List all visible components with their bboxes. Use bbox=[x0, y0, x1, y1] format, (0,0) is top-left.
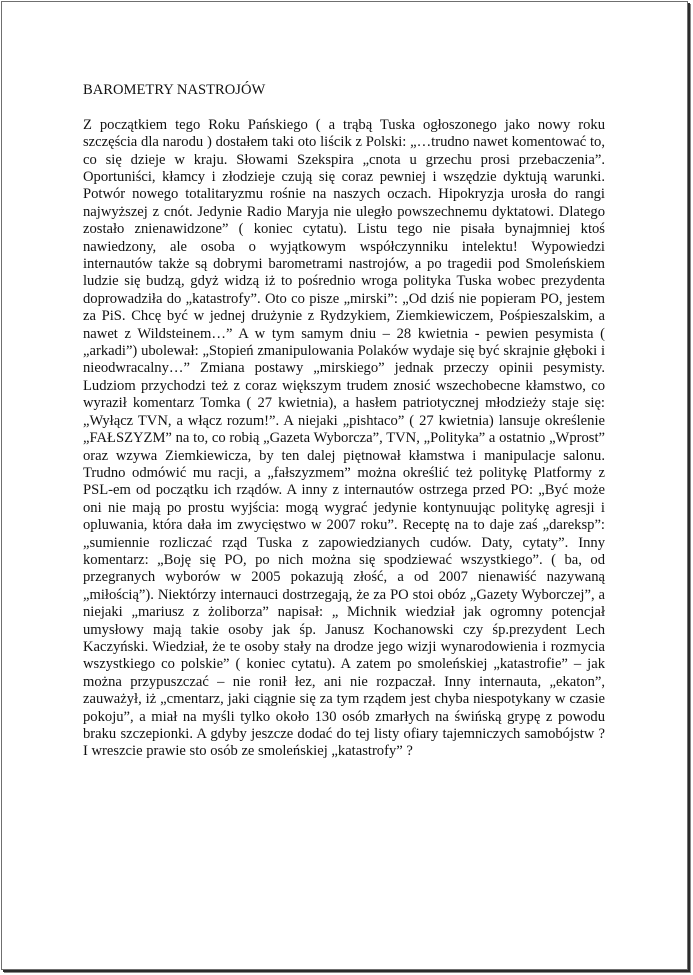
document-title: BAROMETRY NASTROJÓW bbox=[83, 82, 266, 98]
document-content bbox=[83, 82, 605, 761]
document-page bbox=[1, 1, 688, 970]
document-body: Z początkiem tego Roku Pańskiego ( a trąbą Tuska ogłoszonego jako nowy roku szczęścia dla narodu ) dostałem taki oto liścik z Polski: „…trudno nawet komentować to, co się dzieje w kraju. Słowami Szekspira „cnota u grzechu prosi przebaczenia”. Oportuniści, kłamcy i złodzieje czują się coraz pewniej i wszędzie dyktują warunki. Potwór nowego totalitaryzmu rośnie na naszych oczach. Hipokryzja urosła do rangi najwyższej z cnót. Jedynie Radio Maryja nie uległo powszechnemu dyktatowi. Dlatego zostało znienawidzone” ( koniec cytatu). Listu tego nie pisała bynajmniej ktoś nawiedzony, ale osoba o wyjątkowym współczynniku intelektu! Wypowiedzi internautów także są dobrymi barometrami nastrojów, a po tragedii pod Smoleńskiem ludzie się budzą, gdyż widzą iż to pośrednio wroga polityka Tuska wobec prezydenta doprowadziła do „katastrofy”. Oto co pisze „mirski”: „Od dziś nie popieram PO, jestem za PiS. Chcę być w jednej drużynie z Rydzykiem, Ziemkiewiczem, Pośpieszalskim, a nawet z Wildsteinem…” A w tym samym dniu – 28 kwietnia - pewien pesymista ( „arkadi”) ubolewał: „Stopień zmanipulowania Polaków wydaje się być skrajnie głęboki i nieodwracalny…” Zmiana postawy „mirskiego” jednak przeczy opinii pesymisty. Ludziom przychodzi też z coraz większym trudem znosić wszechobecne kłamstwo, co wyraził komentarz Tomka ( 27 kwietnia), a hasłem patriotycznej młodzieży staje się: „Wyłącz TVN, a włącz rozum!”. A niejaki „pishtaco” ( 27 kwietnia) lansuje określenie „FAŁSZYZM” na to, co robią „Gazeta Wyborcza”, TVN, „Polityka” a ostatnio „Wprost” oraz wzywa Ziemkiewicza, by ten dalej piętnował kłamstwa i manipulacje salonu. Trudno odmówić mu racji, a „fałszyzmem” można określić też politykę Platformy z PSL-em od początku ich rządów. A inny z internautów ostrzega przed PO: „Być może oni nie mają po prostu wyjścia: mogą wygrać jedynie kontynuując politykę agresji i opluwania, która dała im zwycięstwo w 2007 roku”. Receptę na to daje zaś „dareksp”: „sumiennie rozliczać rząd Tuska z zapowiedzianych cudów. Daty, cytaty”. Inny komentarz: „Boję się PO, po nich można się spodziewać wszystkiego”. ( ba, od przegranych wyborów w 2005 pokazują złość, a od 2007 nienawiść nazywaną „miłością”). Niektórzy internauci dostrzegają, że za PO stoi obóz „Gazety Wyborczej”, a niejaki „mariusz z żoliborza” napisał: „ Michnik wiedział jak ogromny potencjał umysłowy mają takie osoby jak śp. Janusz Kochanowski czy śp.prezydent Lech Kaczyński. Wiedział, że te osoby stały na drodze jego wizji wynarodowienia i rozmycia wszystkiego co polskie” ( koniec cytatu). A zatem po smoleńskiej „katastrofie” – jak można przypuszczać – nie ronił łez, ani nie rozpaczał. Inny internauta, „ekaton”, zauważył, iż „cmentarz, jaki ciągnie się za tym rządem jest chyba niespotykany w czasie pokoju”, a miał na myśli tylko około 130 osób zmarłych na świńską grypę z powodu braku szczepionki. A gdyby jeszcze dodać do tej listy ofiary tajemniczych samobójstw ? I wreszcie prawie sto osób ze smoleńskiej „katastrofy” ? bbox=[83, 116, 605, 760]
